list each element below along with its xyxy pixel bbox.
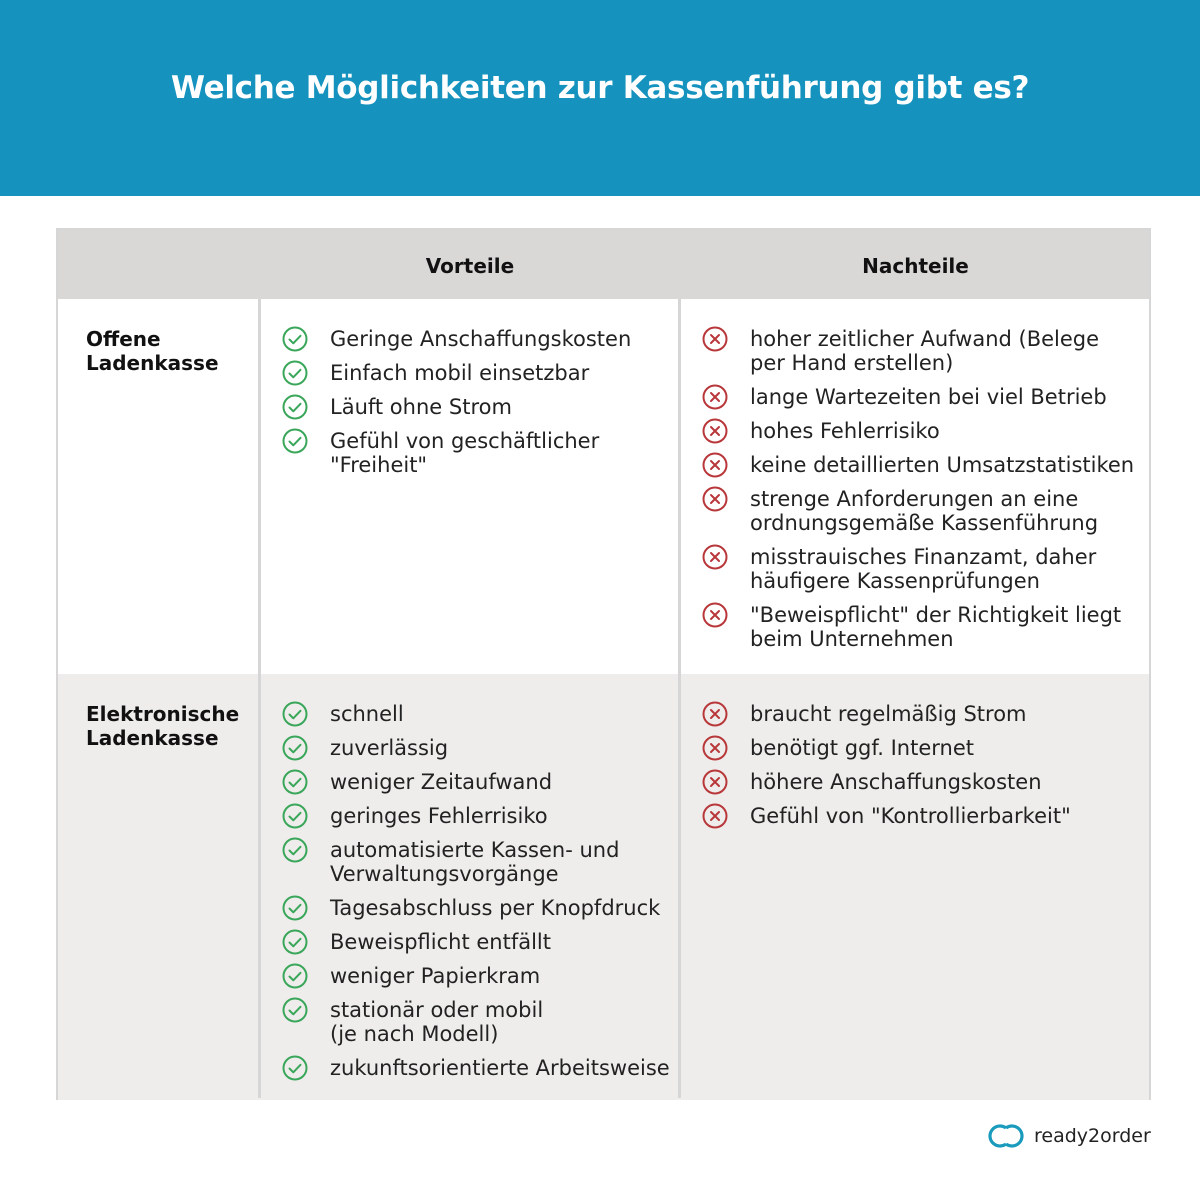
con-item <box>680 804 1071 828</box>
con-item <box>680 385 1134 409</box>
item-text: zuverlässig <box>330 736 449 760</box>
check-circle-icon <box>282 997 308 1023</box>
check-circle-icon <box>282 701 308 727</box>
check-circle-icon <box>282 803 308 829</box>
con-item <box>680 736 1071 760</box>
header-cons: Nachteile <box>862 254 969 278</box>
x-circle-icon <box>702 701 728 727</box>
cons-list <box>680 702 1071 838</box>
comparison-table <box>56 228 1151 1100</box>
check-circle-icon <box>282 394 308 420</box>
header-pros: Vorteile <box>425 254 515 278</box>
con-item <box>680 487 1134 535</box>
pro-item <box>260 838 670 886</box>
item-text: benötigt ggf. Internet <box>750 736 974 760</box>
pro-item <box>260 1056 670 1080</box>
item-text: Gefühl von geschäftlicher "Freiheit" <box>330 429 600 477</box>
pro-item <box>260 361 631 385</box>
check-circle-icon <box>282 360 308 386</box>
pro-item <box>260 896 670 920</box>
item-text: höhere Anschaffungskosten <box>750 770 1042 794</box>
x-circle-icon <box>702 384 728 410</box>
check-circle-icon <box>282 326 308 352</box>
pro-item <box>260 964 670 988</box>
pro-item <box>260 804 670 828</box>
x-circle-icon <box>702 326 728 352</box>
brand-logo <box>986 1122 1151 1150</box>
item-text: hoher zeitlicher Aufwand (Belege per Hand erstellen) <box>750 327 1100 375</box>
item-text: keine detaillierten Umsatzstatistiken <box>750 453 1135 477</box>
item-text: Geringe Anschaffungskosten <box>330 327 632 351</box>
item-text: automatisierte Kassen- und Verwaltungsvorgänge <box>330 838 620 886</box>
check-circle-icon <box>282 735 308 761</box>
column-divider <box>258 299 261 1098</box>
x-circle-icon <box>702 769 728 795</box>
x-circle-icon <box>702 418 728 444</box>
pro-item <box>260 702 670 726</box>
cons-list <box>680 327 1134 661</box>
con-item <box>680 327 1134 375</box>
con-item <box>680 453 1134 477</box>
pro-item <box>260 998 670 1046</box>
pro-item <box>260 429 631 477</box>
logo-text: ready2order <box>1034 1125 1151 1147</box>
pro-item <box>260 930 670 954</box>
check-circle-icon <box>282 895 308 921</box>
table-header <box>58 230 1149 299</box>
check-circle-icon <box>282 1055 308 1081</box>
item-text: geringes Fehlerrisiko <box>330 804 548 828</box>
con-item <box>680 603 1134 651</box>
item-text: Beweispflicht entfällt <box>330 930 551 954</box>
check-circle-icon <box>282 837 308 863</box>
column-divider <box>678 299 681 1098</box>
x-circle-icon <box>702 803 728 829</box>
item-text: lange Wartezeiten bei viel Betrieb <box>750 385 1107 409</box>
check-circle-icon <box>282 428 308 454</box>
x-circle-icon <box>702 452 728 478</box>
item-text: hohes Fehlerrisiko <box>750 419 940 443</box>
table-row-offene-ladenkasse <box>58 299 1149 674</box>
item-text: weniger Zeitaufwand <box>330 770 553 794</box>
item-text: Einfach mobil einsetzbar <box>330 361 590 385</box>
check-circle-icon <box>282 963 308 989</box>
item-text: stationär oder mobil (je nach Modell) <box>330 998 544 1046</box>
item-text: weniger Papierkram <box>330 964 541 988</box>
table-row-elektronische-ladenkasse <box>58 674 1149 1100</box>
x-circle-icon <box>702 544 728 570</box>
item-text: zukunftsorientierte Arbeitsweise <box>330 1056 670 1080</box>
item-text: Läuft ohne Strom <box>330 395 512 419</box>
pro-item <box>260 736 670 760</box>
pro-item <box>260 395 631 419</box>
pro-item <box>260 327 631 351</box>
x-circle-icon <box>702 602 728 628</box>
row-label: Elektronische Ladenkasse <box>86 702 240 750</box>
con-item <box>680 545 1134 593</box>
check-circle-icon <box>282 769 308 795</box>
con-item <box>680 702 1071 726</box>
check-circle-icon <box>282 929 308 955</box>
pro-item <box>260 770 670 794</box>
pros-list <box>260 327 631 487</box>
page-title: Welche Möglichkeiten zur Kassenführung gibt es? <box>170 70 1030 106</box>
item-text: strenge Anforderungen an eine ordnungsgemäße Kassenführung <box>750 487 1099 535</box>
item-text: braucht regelmäßig Strom <box>750 702 1027 726</box>
item-text: "Beweispflicht" der Richtigkeit liegt beim Unternehmen <box>750 603 1122 651</box>
title-banner <box>0 0 1200 196</box>
item-text: Gefühl von "Kontrollierbarkeit" <box>750 804 1071 828</box>
item-text: Tagesabschluss per Knopfdruck <box>330 896 661 920</box>
con-item <box>680 770 1071 794</box>
logo-icon <box>986 1122 1026 1150</box>
item-text: misstrauisches Finanzamt, daher häufigere Kassenprüfungen <box>750 545 1097 593</box>
pros-list <box>260 702 670 1090</box>
item-text: schnell <box>330 702 404 726</box>
x-circle-icon <box>702 735 728 761</box>
con-item <box>680 419 1134 443</box>
row-label: Offene Ladenkasse <box>86 327 219 375</box>
x-circle-icon <box>702 486 728 512</box>
